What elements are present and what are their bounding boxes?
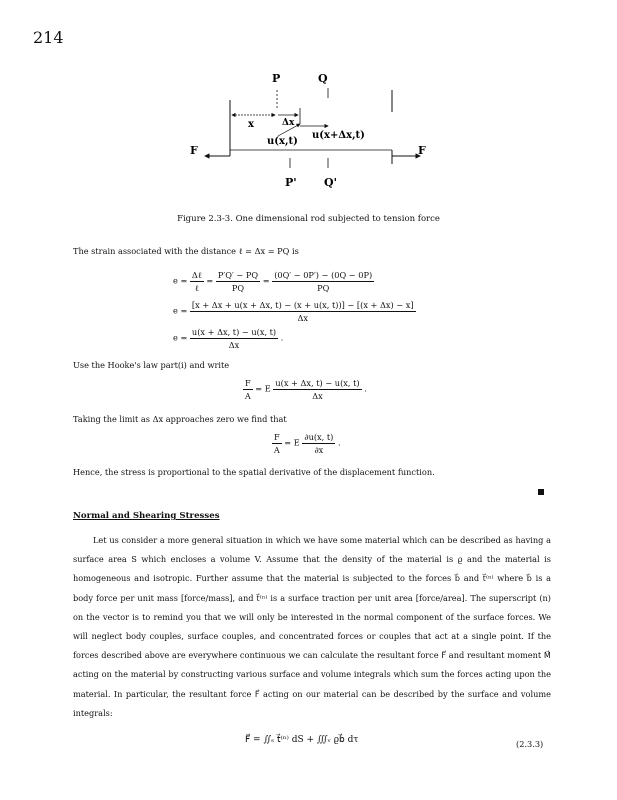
strain-equation-1: e = $\frac{\text{Δℓ}}{\text{ℓ}}$ = $\frac{P'Q' - PQ}{PQ}$ = $\frac{(0Q' - 0P') - (0Q - 0P)}{PQ}$ [173,270,373,293]
limit-text: Taking the limit as Δx approaches zero we find that [73,414,287,424]
label-u-xt: u(x,t) [267,136,298,147]
rod-diagram [170,68,460,198]
strain-equation-2: e = $\frac{[x + \Delta x + u(x + \Delta x, t) - (x + u(x, t))] - [(x + \Delta x) - x]}{\Delta x}$ [173,300,414,323]
qed-square [538,489,544,495]
strain-equation-3: e = $\frac{u(x + \Delta x, t) - u(x, t)}{\Delta x}$ . [173,327,284,350]
section-paragraph: Let us consider a more general situation in which we have some material which can be described as having a surface area S which encloses a volume V. Assume that the density of the material is ϱ and the material is homogeneous and isotropic. Further assume that the material is subjected to the forces b⃗ and t⃗⁽ⁿ⁾ where b⃗ is a body force per unit mass [force/mass], and t⃗⁽ⁿ⁾ is a surface traction per unit area [force/area]. The superscript (n) on the vector is to remind you that we will only be interested in the normal component of the surface forces. We will neglect body couples, surface couples, and concentrated forces or couples that act at a single point. If the forces described above are everywhere continuous we can calculate the resultant force F⃗ and resultant moment M⃗ acting on the material by constructing various surface and volume integrals which sum the forces acting upon the material. In particular, the resultant force F⃗ acting on our material can be described by the surface and volume integrals: [73,535,551,718]
label-F-left: F [190,144,198,157]
figure-caption: Figure 2.3-3. One dimensional rod subjected to tension force [177,214,440,224]
strain-intro: The strain associated with the distance ℓ = Δx = PQ is [73,246,299,256]
label-Q-prime: Q' [324,176,337,189]
force-equation: F⃗ = ∬ₛ t⃗⁽ⁿ⁾ dS + ∭ᵥ ϱb⃗ dτ [245,735,359,745]
section-body [73,531,551,723]
limit-equation: $\frac{F}{A}$ = E $\frac{\partial u(x, t)}{\partial x}$ . [273,432,341,455]
hooke-text: Use the Hooke's law part(i) and write [73,360,230,370]
page-number: 214 [33,28,64,47]
label-Q: Q [318,72,328,85]
label-F-right: F [418,144,426,157]
hence-text: Hence, the stress is proportional to the spatial derivative of the displacement function. [73,467,435,477]
label-P-prime: P' [285,176,297,189]
rod-figure [170,68,460,198]
equation-number: (2.3.3) [516,739,544,749]
label-x: x [248,119,254,130]
label-u-xdx: u(x+Δx,t) [312,130,365,141]
hooke-equation: $\frac{F}{A}$ = E $\frac{u(x + \Delta x, t) - u(x, t)}{\Delta x}$ . [244,378,367,401]
section-heading: Normal and Shearing Stresses [73,511,220,521]
label-P: P [272,72,281,85]
label-dx: Δx [282,118,295,128]
